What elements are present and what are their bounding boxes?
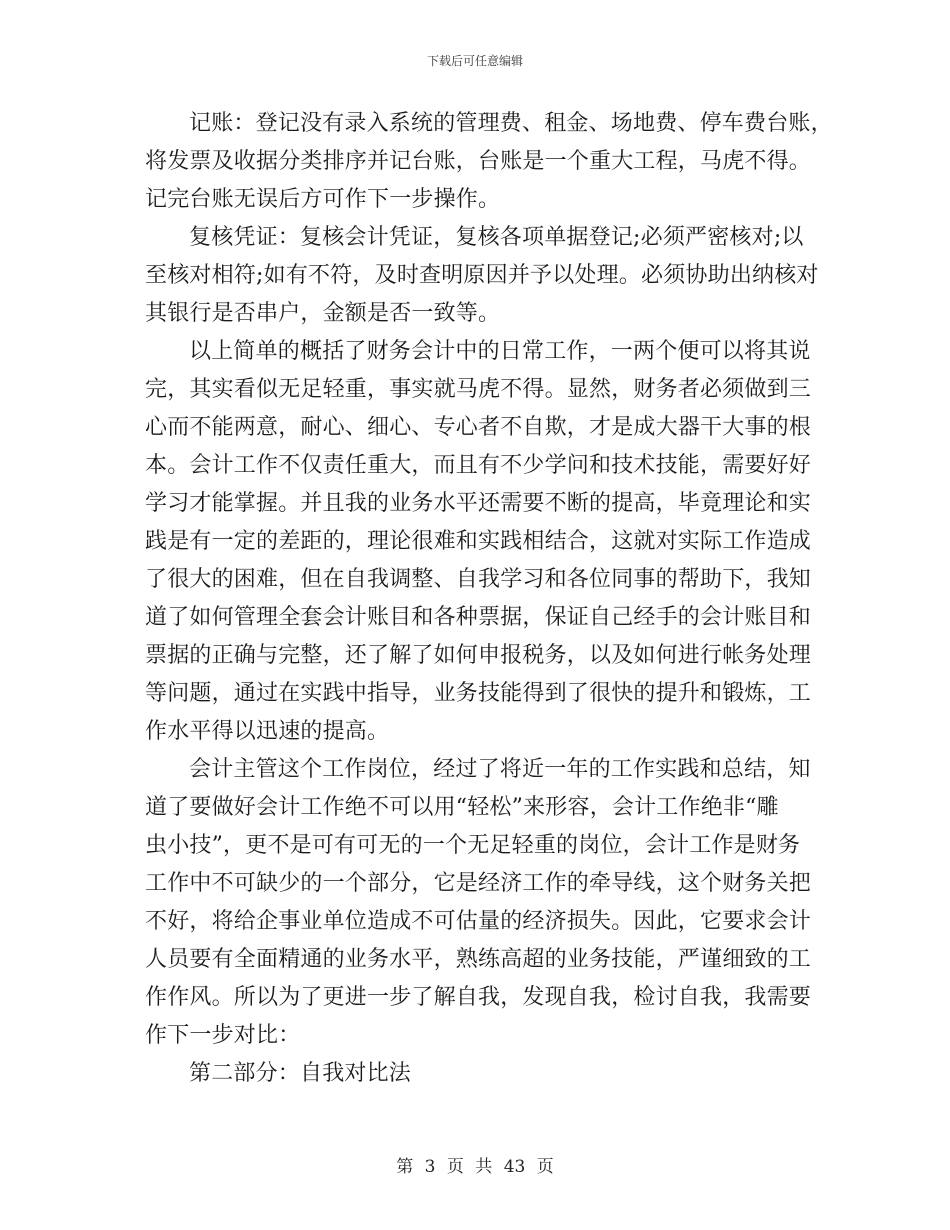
paragraph — [145, 751, 812, 1055]
text-line: 不好，将给企事业单位造成不可估量的经济损失。因此，它要求会计 — [145, 909, 812, 934]
text-line: 会计主管这个工作岗位，经过了将近一年的工作实践和总结，知 — [189, 757, 811, 782]
text-line: 记完台账无误后方可作下一步操作。 — [145, 187, 501, 212]
paragraph — [145, 333, 812, 751]
text-line: 等问题，通过在实践中指导，业务技能得到了很快的提升和锻炼，工 — [145, 681, 812, 706]
page-header: 下载后可任意编辑 — [426, 54, 523, 68]
text-line: 第二部分：自我对比法 — [189, 1061, 412, 1086]
text-line: 记账：登记没有录入系统的管理费、租金、场地费、停车费台账， — [189, 111, 833, 136]
document-body — [145, 105, 833, 1093]
text-line: 心而不能两意，耐心、细心、专心者不自欺，才是成大器干大事的根 — [145, 415, 812, 440]
text-line: 其银行是否串户，金额是否一致等。 — [145, 301, 501, 326]
text-line: 作作风。所以为了更进一步了解自我，发现自我，检讨自我，我需要 — [145, 985, 812, 1010]
text-line: 完，其实看似无足轻重，事实就马虎不得。显然，财务者必须做到三 — [145, 377, 812, 402]
page-footer: 第 3 页 共 43 页 — [396, 1157, 554, 1177]
section-heading — [145, 1055, 805, 1093]
text-line: 人员要有全面精通的业务水平，熟练高超的业务技能，严谨细致的工 — [145, 947, 812, 972]
paragraph — [145, 105, 833, 219]
text-line: 道了如何管理全套会计账目和各种票据，保证自己经手的会计账目和 — [145, 605, 812, 630]
text-line: 至核对相符;如有不符，及时查明原因并予以处理。必须协助出纳核对 — [145, 263, 819, 288]
text-line: 作水平得以迅速的提高。 — [145, 719, 390, 744]
text-line: 票据的正确与完整，还了解了如何申报税务，以及如何进行帐务处理 — [145, 643, 812, 668]
text-line: 本。会计工作不仅责任重大，而且有不少学问和技术技能，需要好好 — [145, 453, 812, 478]
text-line: 道了要做好会计工作绝不可以用“轻松”来形容，会计工作绝非“雕 — [145, 795, 779, 820]
text-line: 工作中不可缺少的一个部分，它是经济工作的牵导线，这个财务关把 — [145, 871, 812, 896]
text-line: 了很大的困难，但在自我调整、自我学习和各位同事的帮助下，我知 — [145, 567, 812, 592]
text-line: 将发票及收据分类排序并记台账，台账是一个重大工程，马虎不得。 — [145, 149, 812, 174]
text-line: 复核凭证：复核会计凭证，复核各项单据登记;必须严密核对;以 — [189, 225, 804, 250]
text-line: 虫小技”，更不是可有可无的一个无足轻重的岗位，会计工作是财务 — [145, 833, 801, 858]
text-line: 作下一步对比： — [145, 1023, 301, 1048]
text-line: 学习才能掌握。并且我的业务水平还需要不断的提高，毕竟理论和实 — [145, 491, 812, 516]
paragraph — [145, 219, 819, 333]
text-line: 践是有一定的差距的，理论很难和实践相结合，这就对实际工作造成 — [145, 529, 812, 554]
text-line: 以上简单的概括了财务会计中的日常工作，一两个便可以将其说 — [189, 339, 811, 364]
